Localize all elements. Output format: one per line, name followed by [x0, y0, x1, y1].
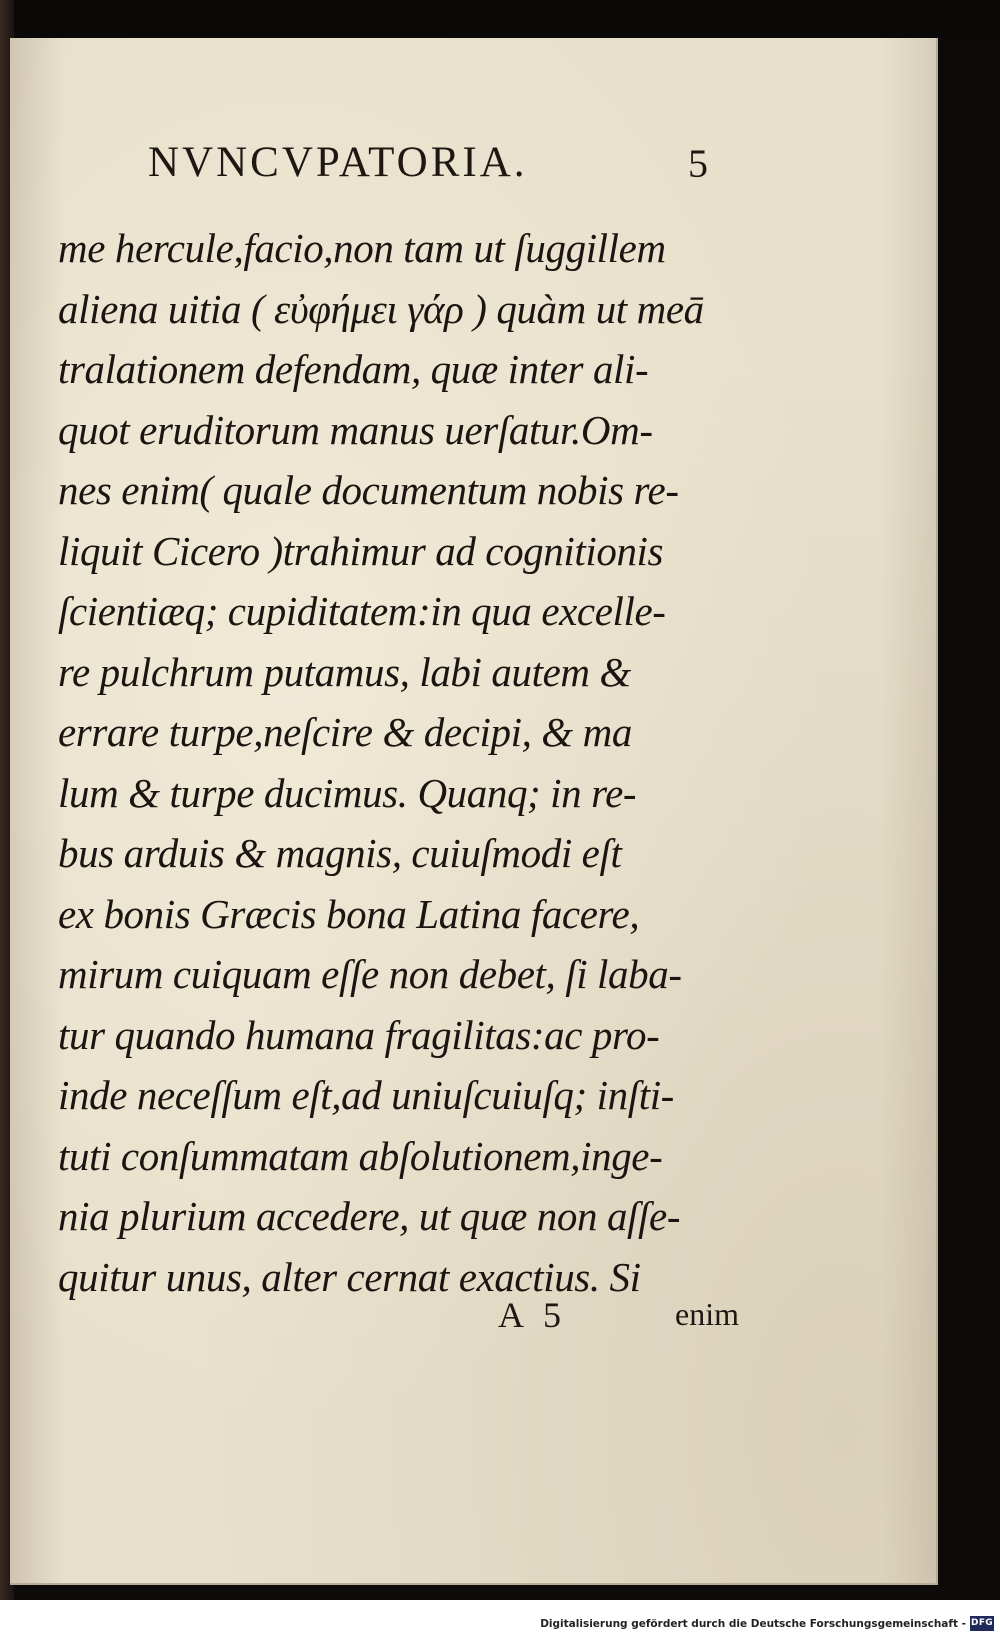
text-line: bus arduis & magnis, cuiuſmodi eſt — [58, 830, 622, 876]
text-line: lum & turpe ducimus. Quanq; in re- — [58, 769, 637, 816]
text-line: liquit Cicero )trahimur ad cognitionis — [58, 527, 664, 574]
text-line: re pulchrum putamus, labi autem & — [58, 648, 631, 695]
text-line: nia plurium accedere, ut quæ non aſſe- — [58, 1193, 681, 1239]
text-line: tuti conſummatam abſolutionem,inge- — [58, 1132, 663, 1179]
funding-credit: Digitalisierung gefördert durch die Deutsche Forschungsgemeinschaft - — [540, 1618, 966, 1630]
dfg-logo-icon: DFG — [970, 1616, 994, 1631]
catchword: enim — [675, 1296, 739, 1332]
page-header — [148, 138, 708, 198]
digitization-footer — [0, 1600, 1000, 1638]
book-page — [10, 38, 938, 1585]
text-line: me hercule,facio,non tam ut ſuggillem — [58, 225, 666, 271]
text-line: nes enim( quale documentum nobis re- — [58, 467, 679, 513]
page-footer — [58, 1294, 758, 1344]
text-line: inde neceſſum eſt,ad uniuſcuiuſq; inſti- — [58, 1072, 674, 1118]
text-line: tralationem defendam, quæ inter ali- — [58, 346, 649, 392]
text-line: quitur unus, alter cernat exactius. Si — [58, 1253, 641, 1300]
text-line: mirum cuiquam eſſe non debet, ſi laba- — [58, 951, 682, 997]
text-line: ſcientiæq; cupiditatem:in qua excelle- — [58, 588, 666, 634]
text-line: aliena uitia ( εὐφήμει γάρ ) quàm ut meā — [58, 285, 704, 332]
text-line: quot eruditorum manus uerſatur.Om- — [58, 406, 653, 453]
text-line: tur quando humana fragilitas:ac pro- — [58, 1011, 660, 1058]
text-line: ex bonis Græcis bona Latina facere, — [58, 890, 640, 937]
signature-mark: A 5 — [498, 1295, 568, 1335]
scan-top-edge — [0, 0, 1000, 38]
running-title: NVNCVPATORIA. — [148, 139, 528, 186]
body-text — [58, 218, 758, 1307]
page-number: 5 — [688, 141, 708, 186]
text-line: errare turpe,neſcire & decipi, & ma — [58, 709, 632, 755]
